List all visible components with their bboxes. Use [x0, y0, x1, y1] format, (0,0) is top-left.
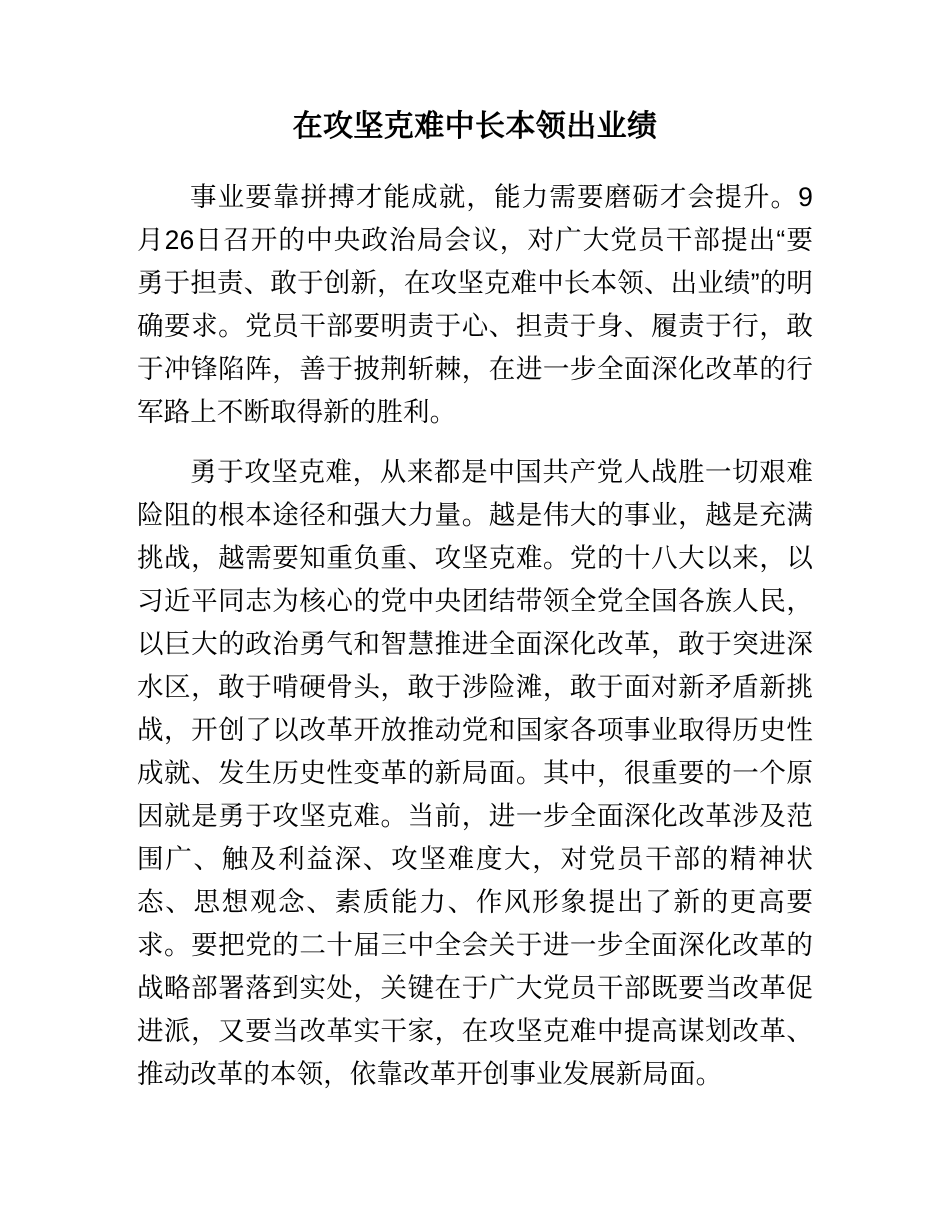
body-paragraph-1: 事业要靠拼搏才能成就，能力需要磨砺才会提升。9月26日召开的中央政治局会议，对广大党员干部提出“要勇于担责、敢于创新，在攻坚克难中长本领、出业绩”的明确要求。党员干部要明责于心、担责于身、履责于行，敢于冲锋陷阵，善于披荆斩棘，在进一步全面深化改革的行军路上不断取得新的胜利。 — [137, 182, 813, 427]
body-paragraph-2: 勇于攻坚克难，从来都是中国共产党人战胜一切艰难险阻的根本途径和强大力量。越是伟大的事业，越是充满挑战，越需要知重负重、攻坚克难。党的十八大以来，以习近平同志为核心的党中央团结带领全党全国各族人民，以巨大的政治勇气和智慧推进全面深化改革，敢于突进深水区，敢于啃硬骨头，敢于涉险滩，敢于面对新矛盾新挑战，开创了以改革开放推动党和国家各项事业取得历史性成就、发生历史性变革的新局面。其中，很重要的一个原因就是勇于攻坚克难。当前，进一步全面深化改革涉及范围广、触及利益深、攻坚难度大，对党员干部的精神状态、思想观念、素质能力、作风形象提出了新的更高要求。要把党的二十届三中全会关于进一步全面深化改革的战略部署落到实处，关键在于广大党员干部既要当改革促进派，又要当改革实干家，在攻坚克难中提高谋划改革、推动改革的本领，依靠改革开创事业发展新局面。 — [137, 457, 813, 1089]
page-title: 在攻坚克难中长本领出业绩 — [292, 110, 658, 143]
document-body — [137, 0, 813, 1096]
